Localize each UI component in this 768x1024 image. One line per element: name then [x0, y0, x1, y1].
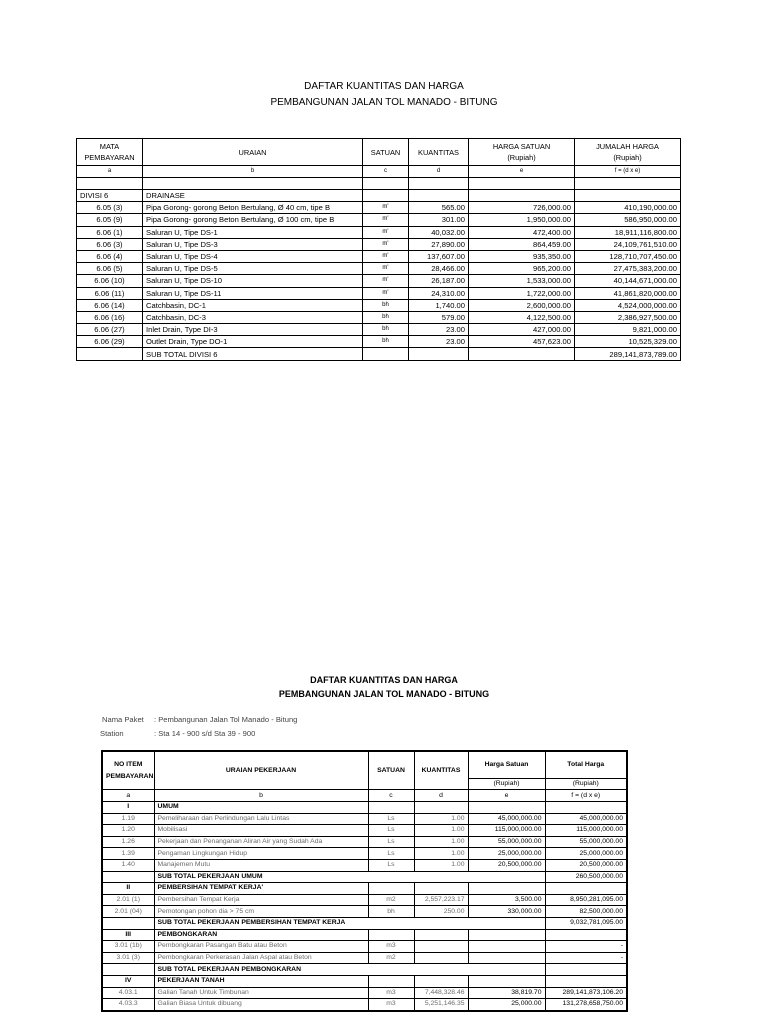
item-code: 6.06 (16)	[77, 311, 143, 323]
nama-paket: Nama Paket : Pembangunan Jalan Tol Manado - Bitung	[102, 715, 298, 724]
item-code: 1.19	[102, 813, 154, 825]
item-unit: bh	[368, 906, 414, 918]
table-row	[77, 250, 681, 262]
table-row	[102, 941, 627, 953]
item-code: 4.03.1	[102, 987, 154, 999]
table-row	[77, 226, 681, 238]
section-number: IV	[102, 975, 154, 987]
item-unit: Ls	[368, 813, 414, 825]
item-desc: Catchbasin, DC-1	[143, 299, 363, 311]
station: Station : Sta 14 - 900 s/d Sta 39 - 900	[100, 729, 256, 738]
section-name: PEMBONGKARAN	[154, 929, 368, 941]
item-unit: m'	[363, 238, 409, 250]
item-code: 1.40	[102, 859, 154, 871]
section-number: II	[102, 883, 154, 895]
item-total: -	[545, 941, 627, 953]
table-row	[77, 238, 681, 250]
item-desc: Galian Tanah Untuk Timbunan	[154, 987, 368, 999]
item-qty: 7,448,328.46	[414, 987, 468, 999]
header-jumlah: JUMALAH HARGA (Rupiah)	[575, 139, 681, 166]
item-desc: Pembongkaran Perkerasan Jalan Aspal atau Beton	[154, 952, 368, 964]
table-row	[102, 848, 627, 860]
subtotal-value: 289,141,873,789.00	[575, 348, 681, 360]
item-unit: Ls	[368, 859, 414, 871]
doc2-table	[101, 750, 628, 1012]
item-desc: Pipa Gorong- gorong Beton Bertulang, Ø 100 cm, tipe B	[143, 214, 363, 226]
doc1-letter-row	[77, 166, 681, 178]
table-row	[102, 906, 627, 918]
rupiah-2: (Rupiah)	[545, 779, 627, 790]
item-total: 20,500,000.00	[545, 859, 627, 871]
item-unit: Ls	[368, 836, 414, 848]
item-qty: 28,466.00	[409, 263, 469, 275]
item-qty: 1.00	[414, 836, 468, 848]
item-desc: Galian Biasa Untuk dibuang	[154, 999, 368, 1011]
letter-c: c	[363, 166, 409, 178]
item-code: 4.03.3	[102, 999, 154, 1011]
item-total: 10,525,329.00	[575, 336, 681, 348]
section-row	[102, 975, 627, 987]
item-desc: Pembersihan Tempat Kerja	[154, 894, 368, 906]
doc1-header-row	[77, 139, 681, 166]
letter-a: a	[102, 790, 154, 802]
item-price: 330,000.00	[468, 906, 545, 918]
item-qty: 1.00	[414, 813, 468, 825]
item-code: 2.01 (04)	[102, 906, 154, 918]
letter-b: b	[154, 790, 368, 802]
item-desc: Saluran U, Tipe DS-10	[143, 275, 363, 287]
letter-d: d	[409, 166, 469, 178]
item-total: 45,000,000.00	[545, 813, 627, 825]
item-unit: bh	[363, 311, 409, 323]
table-row	[77, 324, 681, 336]
item-qty: 579.00	[409, 311, 469, 323]
item-price: 25,000,000.00	[468, 848, 545, 860]
item-total: 24,109,761,510.00	[575, 238, 681, 250]
table-row	[102, 894, 627, 906]
section-row	[102, 802, 627, 814]
item-qty: 565.00	[409, 202, 469, 214]
item-total: 8,950,281,095.00	[545, 894, 627, 906]
table-row	[102, 859, 627, 871]
item-code: 6.05 (9)	[77, 214, 143, 226]
item-total: 55,000,000.00	[545, 836, 627, 848]
item-code: 6.06 (11)	[77, 287, 143, 299]
section-name: UMUM	[154, 802, 368, 814]
item-price: 115,000,000.00	[468, 825, 545, 837]
item-desc: Catchbasin, DC-3	[143, 311, 363, 323]
item-total: -	[545, 952, 627, 964]
item-qty: 2,557,223.17	[414, 894, 468, 906]
item-desc: Saluran U, Tipe DS-4	[143, 250, 363, 262]
item-code: 2.01 (1)	[102, 894, 154, 906]
item-qty: 27,890.00	[409, 238, 469, 250]
item-code: 3.01 (1b)	[102, 941, 154, 953]
item-price: 1,950,000.00	[469, 214, 575, 226]
item-desc: Saluran U, Tipe DS-11	[143, 287, 363, 299]
item-total: 289,141,873,106.20	[545, 987, 627, 999]
table-row	[102, 813, 627, 825]
doc2-header-row	[102, 751, 627, 779]
subtotal-value: 260,500,000.00	[545, 871, 627, 883]
item-qty: 26,187.00	[409, 275, 469, 287]
item-desc: Pipa Gorong- gorong Beton Bertulang, Ø 40 cm, tipe B	[143, 202, 363, 214]
item-total: 27,475,383,200.00	[575, 263, 681, 275]
doc1-section-row	[77, 190, 681, 202]
item-unit: m2	[368, 952, 414, 964]
item-unit: bh	[363, 336, 409, 348]
subtotal-value	[545, 964, 627, 976]
item-code: 1.20	[102, 825, 154, 837]
item-total: 40,144,671,000.00	[575, 275, 681, 287]
table-row	[77, 287, 681, 299]
item-unit: bh	[363, 324, 409, 336]
item-price	[468, 952, 545, 964]
item-code: 6.06 (10)	[77, 275, 143, 287]
table-row	[102, 952, 627, 964]
item-total: 9,821,000.00	[575, 324, 681, 336]
section-row	[102, 883, 627, 895]
item-desc: Saluran U, Tipe DS-5	[143, 263, 363, 275]
item-total: 115,000,000.00	[545, 825, 627, 837]
section-name: PEKERJAAN TANAH	[154, 975, 368, 987]
letter-d: d	[414, 790, 468, 802]
item-price: 864,459.00	[469, 238, 575, 250]
item-desc: Pengaman Lingkungan Hidup	[154, 848, 368, 860]
item-code: 6.06 (1)	[77, 226, 143, 238]
header-harga: HARGA SATUAN (Rupiah)	[469, 139, 575, 166]
item-price: 3,500.00	[468, 894, 545, 906]
item-total: 4,524,000,000.00	[575, 299, 681, 311]
doc2-title: DAFTAR KUANTITAS DAN HARGA	[310, 675, 458, 685]
item-price: 20,500,000.00	[468, 859, 545, 871]
item-total: 2,386,927,500.00	[575, 311, 681, 323]
item-total: 586,950,000.00	[575, 214, 681, 226]
item-desc: Pemotongan pohon dia > 75 cm	[154, 906, 368, 918]
item-total: 128,710,707,450.00	[575, 250, 681, 262]
header-total-harga: Total Harga	[545, 751, 627, 779]
item-unit: m'	[363, 287, 409, 299]
table-row	[77, 336, 681, 348]
item-desc: Pembongkaran Pasangan Batu atau Beton	[154, 941, 368, 953]
header-kuantitas: KUANTITAS	[409, 139, 469, 166]
item-price: 472,400.00	[469, 226, 575, 238]
item-qty	[414, 941, 468, 953]
header-no-item: NO ITEM PEMBAYARAN	[102, 751, 154, 790]
table-row	[77, 299, 681, 311]
item-qty: 1.00	[414, 825, 468, 837]
table-row	[77, 263, 681, 275]
item-desc: Inlet Drain, Type DI-3	[143, 324, 363, 336]
doc2-letter-row	[102, 790, 627, 802]
item-qty: 23.00	[409, 336, 469, 348]
doc1-table	[76, 138, 681, 361]
rupiah-1: (Rupiah)	[468, 779, 545, 790]
item-code: 6.06 (29)	[77, 336, 143, 348]
subtotal-label: SUB TOTAL DIVISI 6	[143, 348, 363, 360]
item-unit: m'	[363, 202, 409, 214]
item-desc: Pemeliharaan dan Perlindungan Lalu Lintas	[154, 813, 368, 825]
section-code: DIVISI 6	[77, 190, 143, 202]
item-qty: 1,740.00	[409, 299, 469, 311]
table-row	[102, 825, 627, 837]
table-row	[77, 311, 681, 323]
item-unit: m'	[363, 263, 409, 275]
section-name: DRAINASE	[143, 190, 363, 202]
item-unit: m'	[363, 226, 409, 238]
item-unit: m'	[363, 275, 409, 287]
subtotal-row	[102, 871, 627, 883]
section-number: I	[102, 802, 154, 814]
item-unit: Ls	[368, 848, 414, 860]
letter-f: f = (d x e)	[545, 790, 627, 802]
item-total: 18,911,116,800.00	[575, 226, 681, 238]
item-unit: Ls	[368, 825, 414, 837]
doc1-subtotal-row	[77, 348, 681, 360]
item-unit: bh	[363, 299, 409, 311]
item-code: 6.06 (27)	[77, 324, 143, 336]
subtotal-value: 9,032,781,095.00	[545, 917, 627, 929]
item-unit: m2	[368, 894, 414, 906]
table-row	[102, 999, 627, 1011]
table-row	[77, 275, 681, 287]
doc1-spacer-row	[77, 178, 681, 190]
table-row	[102, 987, 627, 999]
item-total: 410,190,000.00	[575, 202, 681, 214]
item-unit: m'	[363, 250, 409, 262]
item-price: 4,122,500.00	[469, 311, 575, 323]
item-qty: 23.00	[409, 324, 469, 336]
item-price: 38,819.70	[468, 987, 545, 999]
subtotal-label: SUB TOTAL PEKERJAAN PEMBONGKARAN	[154, 964, 545, 976]
item-total: 131,278,658,750.00	[545, 999, 627, 1011]
subtotal-label: SUB TOTAL PEKERJAAN UMUM	[154, 871, 545, 883]
item-price: 2,600,000.00	[469, 299, 575, 311]
table-row	[102, 836, 627, 848]
item-unit: m3	[368, 987, 414, 999]
item-qty: 40,032.00	[409, 226, 469, 238]
item-desc: Manajemen Mutu	[154, 859, 368, 871]
doc1-subtitle: PEMBANGUNAN JALAN TOL MANADO - BITUNG	[270, 97, 498, 108]
item-qty: 301.00	[409, 214, 469, 226]
item-price: 457,623.00	[469, 336, 575, 348]
item-desc: Outlet Drain, Type DO-1	[143, 336, 363, 348]
header-kuantitas: KUANTITAS	[414, 751, 468, 790]
item-unit: m3	[368, 941, 414, 953]
item-qty: 1.00	[414, 859, 468, 871]
item-qty	[414, 952, 468, 964]
item-qty: 137,607.00	[409, 250, 469, 262]
item-code: 1.39	[102, 848, 154, 860]
item-price: 45,000,000.00	[468, 813, 545, 825]
header-harga-satuan: Harga Satuan	[468, 751, 545, 779]
doc1-title: DAFTAR KUANTITAS DAN HARGA	[304, 81, 464, 92]
letter-a: a	[77, 166, 143, 178]
item-price: 427,000.00	[469, 324, 575, 336]
item-price: 1,722,000.00	[469, 287, 575, 299]
header-mata: MATA PEMBAYARAN	[77, 139, 143, 166]
item-total: 82,500,000.00	[545, 906, 627, 918]
letter-e: e	[469, 166, 575, 178]
subtotal-row	[102, 917, 627, 929]
table-row	[77, 202, 681, 214]
item-desc: Saluran U, Tipe DS-1	[143, 226, 363, 238]
section-row	[102, 929, 627, 941]
item-code: 6.06 (3)	[77, 238, 143, 250]
item-code: 6.06 (14)	[77, 299, 143, 311]
item-total: 41,861,820,000.00	[575, 287, 681, 299]
letter-b: b	[143, 166, 363, 178]
letter-e: e	[468, 790, 545, 802]
item-code: 6.06 (4)	[77, 250, 143, 262]
table-row	[77, 214, 681, 226]
item-qty: 24,310.00	[409, 287, 469, 299]
item-code: 6.06 (5)	[77, 263, 143, 275]
item-price: 25,000.00	[468, 999, 545, 1011]
item-total: 25,000,000.00	[545, 848, 627, 860]
item-qty: 1.00	[414, 848, 468, 860]
section-name: PEMBERSIHAN TEMPAT KERJA'	[154, 883, 368, 895]
item-code: 3.01 (3)	[102, 952, 154, 964]
item-unit: m'	[363, 214, 409, 226]
item-price	[468, 941, 545, 953]
subtotal-row	[102, 964, 627, 976]
item-qty: 5,251,146.35	[414, 999, 468, 1011]
letter-f: f = (d x e)	[575, 166, 681, 178]
item-desc: Mobilisasi	[154, 825, 368, 837]
section-number: III	[102, 929, 154, 941]
item-code: 6.05 (3)	[77, 202, 143, 214]
doc2-subtitle: PEMBANGUNAN JALAN TOL MANADO - BITUNG	[278, 689, 490, 699]
item-desc: Saluran U, Tipe DS-3	[143, 238, 363, 250]
subtotal-label: SUB TOTAL PEKERJAAN PEMBERSIHAN TEMPAT KERJA	[154, 917, 545, 929]
header-uraian: URAIAN	[143, 139, 363, 166]
item-desc: Pekerjaan dan Penanganan Aliran Air yang Sudah Ada	[154, 836, 368, 848]
item-price: 55,000,000.00	[468, 836, 545, 848]
header-uraian-pekerjaan: URAIAN PEKERJAAN	[154, 751, 368, 790]
item-price: 1,533,000.00	[469, 275, 575, 287]
item-price: 726,000.00	[469, 202, 575, 214]
item-code: 1.26	[102, 836, 154, 848]
header-satuan: SATUAN	[368, 751, 414, 790]
item-qty: 250.00	[414, 906, 468, 918]
item-price: 935,350.00	[469, 250, 575, 262]
item-unit: m3	[368, 999, 414, 1011]
header-satuan: SATUAN	[363, 139, 409, 166]
item-price: 965,200.00	[469, 263, 575, 275]
letter-c: c	[368, 790, 414, 802]
